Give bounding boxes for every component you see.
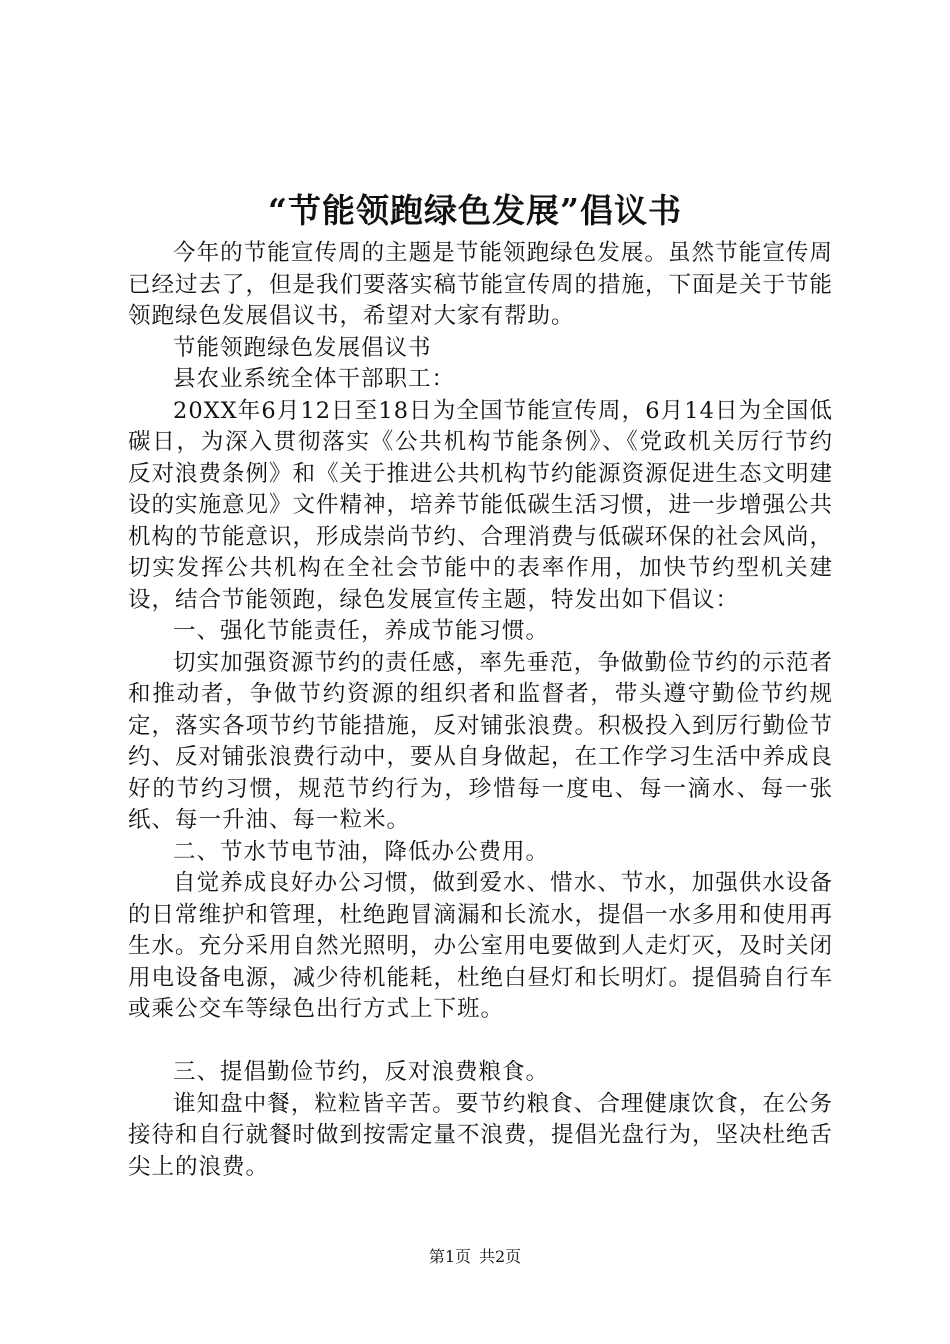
section-heading-2: 二、节水节电节油，降低办公费用。 <box>173 838 550 865</box>
page-number: 第1页 <box>428 1247 471 1266</box>
intro-paragraph: 今年的节能宣传周的主题是节能领跑绿色发展。虽然节能宣传周已经过去了，但是我们要落实稿节能宣传周的措施，下面是关于节能领跑绿色发展倡议书，希望对大家有帮助。 <box>128 240 834 329</box>
document-body <box>128 238 833 1183</box>
background-paragraph: 20XX年6月12日至18日为全国节能宣传周，6月14日为全国低碳日，为深入贯彻落实《公共机构节能条例》、《党政机关厉行节约反对浪费条例》和《关于推进公共机构节约能源资源促进生态文明建设的实施意见》文件精神，培养节能低碳生活习惯，进一步增强公共机构的节能意识，形成崇尚节约、合理消费与低碳环保的社会风尚，切实发挥公共机构在全社会节能中的表率作用，加快节约型机关建设，结合节能领跑，绿色发展宣传主题，特发出如下倡议： <box>128 397 834 613</box>
document-title: “节能领跑绿色发展”倡议书 <box>268 191 682 230</box>
proposal-heading: 节能领跑绿色发展倡议书 <box>173 334 432 361</box>
page-footer <box>0 1244 950 1267</box>
section-heading-1: 一、强化节能责任，养成节能习惯。 <box>173 618 550 644</box>
page-total: 共2页 <box>479 1247 522 1266</box>
section-3-paragraph: 谁知盘中餐，粒粒皆辛苦。要节约粮食、合理健康饮食，在公务接待和自行就餐时做到按需定量不浪费，提倡光盘行为，坚决杜绝舌尖上的浪费。 <box>128 1090 834 1180</box>
salutation: 县农业系统全体干部职工： <box>173 366 456 392</box>
section-2-paragraph: 自觉养成良好办公习惯，做到爱水、惜水、节水，加强供水设备的日常维护和管理，杜绝跑冒滴漏和长流水，提倡一水多用和使用再生水。充分采用自然光照明，办公室用电要做到人走灯灭，及时关闭用电设备电源，减少待机能耗，杜绝白昼灯和长明灯。提倡骑自行车或乘公交车等绿色出行方式上下班。 <box>128 870 834 1022</box>
section-heading-3: 三、提倡勤俭节约，反对浪费粮食。 <box>173 1059 550 1085</box>
section-1-paragraph: 切实加强资源节约的责任感，率先垂范，争做勤俭节约的示范者和推动者，争做节约资源的组织者和监督者，带头遵守勤俭节约规定，落实各项节约节能措施，反对铺张浪费。积极投入到厉行勤俭节约、反对铺张浪费行动中，要从自身做起，在工作学习生活中养成良好的节约习惯，规范节约行为，珍惜每一度电、每一滴水、每一张纸、每一升油、每一粒米。 <box>128 649 834 833</box>
